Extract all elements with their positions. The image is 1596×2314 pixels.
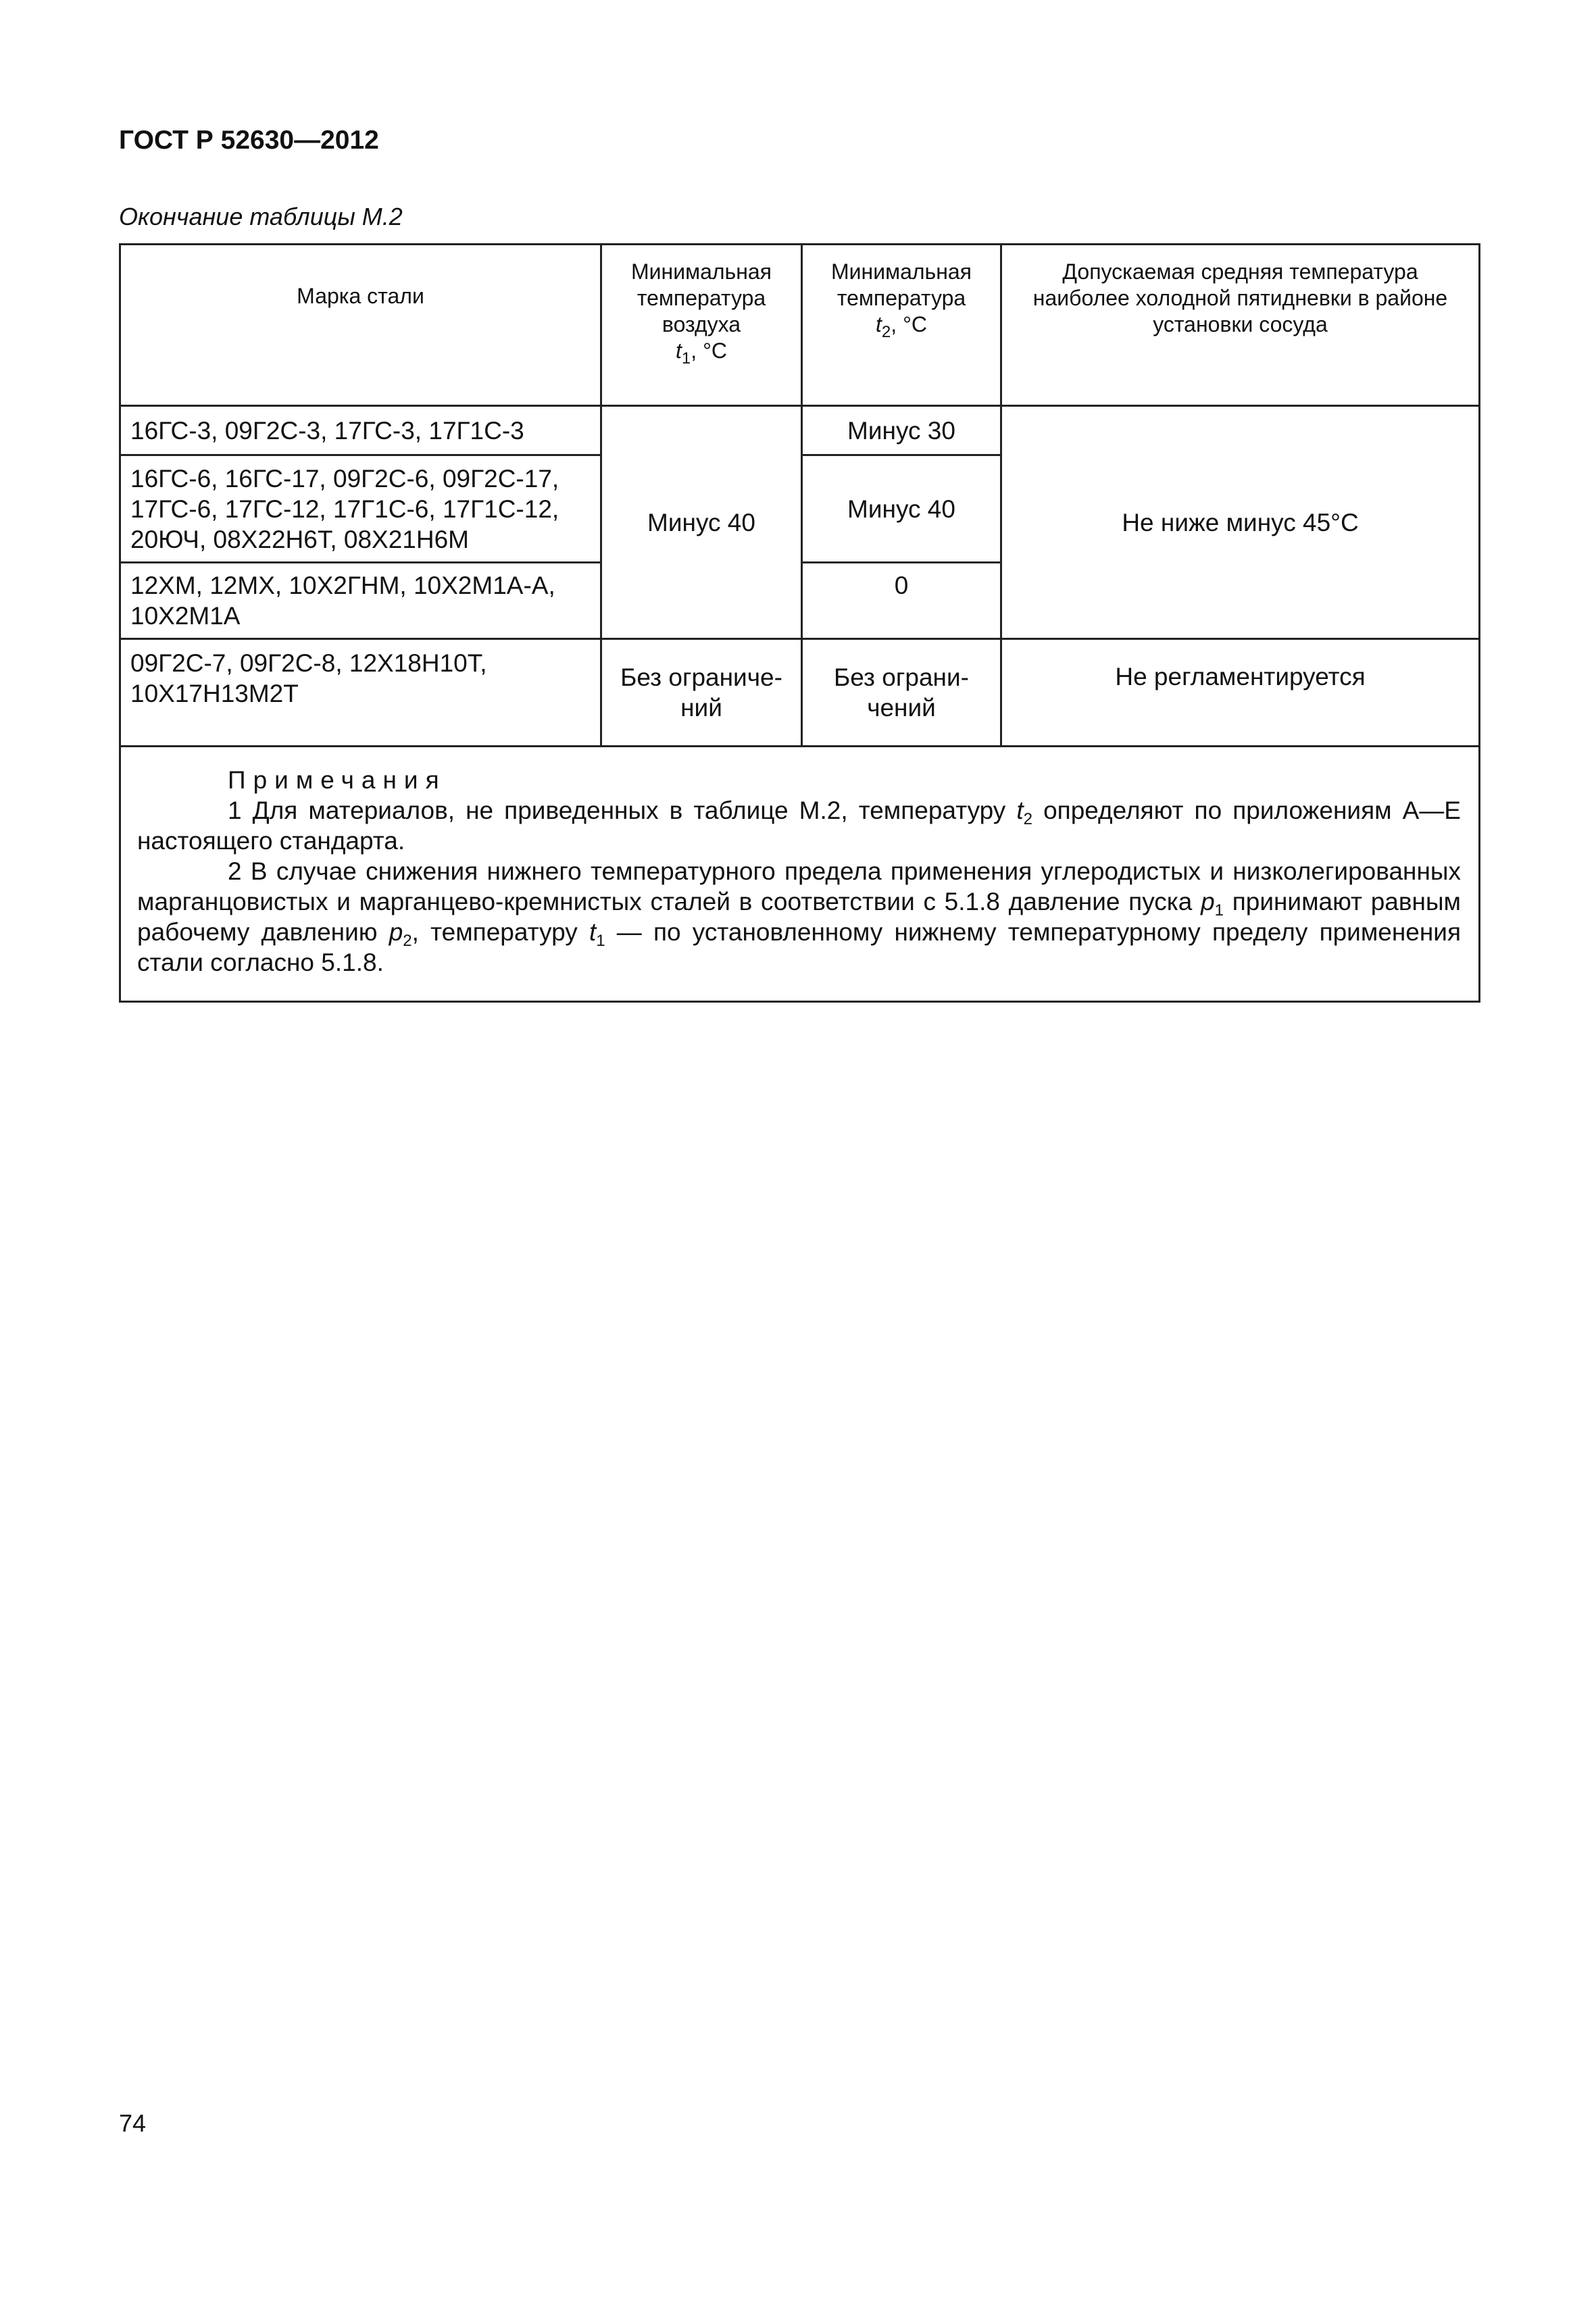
note-2-text-a: 2 В случае снижения нижнего температурного предела применения углеродистых и низколегированных марганцовистых и марганцево-кремнистых сталей в соответствии с 5.1.8 давление пуска [137, 857, 1461, 915]
document-title: ГОСТ Р 52630—2012 [119, 126, 379, 155]
note-1-text-b: определяют по приложениям А—Е настоящего стандарта. [137, 797, 1461, 855]
note-1-var: t [1016, 797, 1024, 824]
note-2-t1-var: t [589, 918, 597, 946]
cell-allowed-r4: Не регламентируется [1001, 639, 1480, 747]
notes-row [120, 747, 1480, 1002]
note-2-p1-sub: 1 [1214, 901, 1224, 920]
cell-t2-r3: 0 [802, 563, 1001, 639]
cell-t2-r4: Без ограни-чений [802, 639, 1001, 747]
note-2-text-d: — по установленному нижнему температурному пределу применения стали согласно 5.1.8. [137, 918, 1462, 976]
cell-grade-r3: 12ХМ, 12МХ, 10Х2ГНМ, 10Х2М1А-А, 10Х2М1А [120, 563, 601, 639]
table-notes [120, 747, 1480, 1002]
table-row [120, 406, 1480, 455]
header-t1-sub: 1 [681, 349, 691, 368]
page-number: 74 [119, 2109, 147, 2137]
header-separator [120, 398, 1480, 406]
table-caption: Окончание таблицы М.2 [119, 203, 403, 230]
cell-t2-r2: Минус 40 [802, 455, 1001, 563]
note-2-t1-sub: 1 [596, 932, 605, 950]
steel-grades-table [119, 243, 1480, 1003]
notes-heading: Примечания [228, 766, 447, 794]
cell-t1-r4: Без ограниче-ний [601, 639, 802, 747]
cell-allowed-group: Не ниже минус 45°С [1001, 406, 1480, 639]
table-header-row [120, 245, 1480, 399]
note-2-p1-var: p [1201, 888, 1215, 915]
note-2-p2-var: p [389, 918, 403, 946]
header-min-temp-text: Минимальная температура [830, 259, 972, 310]
header-min-temp [802, 245, 1001, 399]
note-2-text-c: , температуру [412, 918, 589, 946]
note-2-p2-sub: 2 [403, 932, 412, 950]
cell-grade-r1: 16ГС-3, 09Г2С-3, 17ГС-3, 17Г1С-3 [120, 406, 601, 455]
cell-grade-r2: 16ГС-6, 16ГС-17, 09Г2С-6, 09Г2С-17, 17ГС-6, 17ГС-12, 17Г1С-6, 17Г1С-12, 20ЮЧ, 08Х22Н6Т, 08Х21Н6М [120, 455, 601, 563]
cell-t1-group: Минус 40 [601, 406, 802, 639]
header-t2-unit: , °С [891, 312, 927, 336]
header-t1-var: t [676, 338, 682, 363]
note-1-sub: 2 [1023, 810, 1033, 828]
header-min-air-temp-text: Минимальная температура воздуха [630, 259, 772, 336]
note-1-text-a: 1 Для материалов, не приведенных в таблице М.2, температуру [228, 797, 1017, 824]
cell-t2-r1: Минус 30 [802, 406, 1001, 455]
cell-grade-r4: 09Г2С-7, 09Г2С-8, 12Х18Н10Т, 10Х17Н13М2Т [120, 639, 601, 747]
note-2 [137, 856, 1461, 978]
header-min-air-temp [601, 245, 802, 399]
header-allowed-temp: Допускаемая средняя температура наиболее холодной пятидневки в районе установки сосуда [1001, 245, 1480, 399]
header-t1-unit: , °С [691, 338, 727, 363]
note-1 [137, 795, 1461, 856]
header-t2-var: t [876, 312, 882, 336]
table-row [120, 639, 1480, 747]
header-steel-grade: Марка стали [120, 245, 601, 399]
note-2-text-b: принимают равным рабочему давлению [137, 888, 1461, 946]
header-t2-sub: 2 [881, 323, 891, 341]
